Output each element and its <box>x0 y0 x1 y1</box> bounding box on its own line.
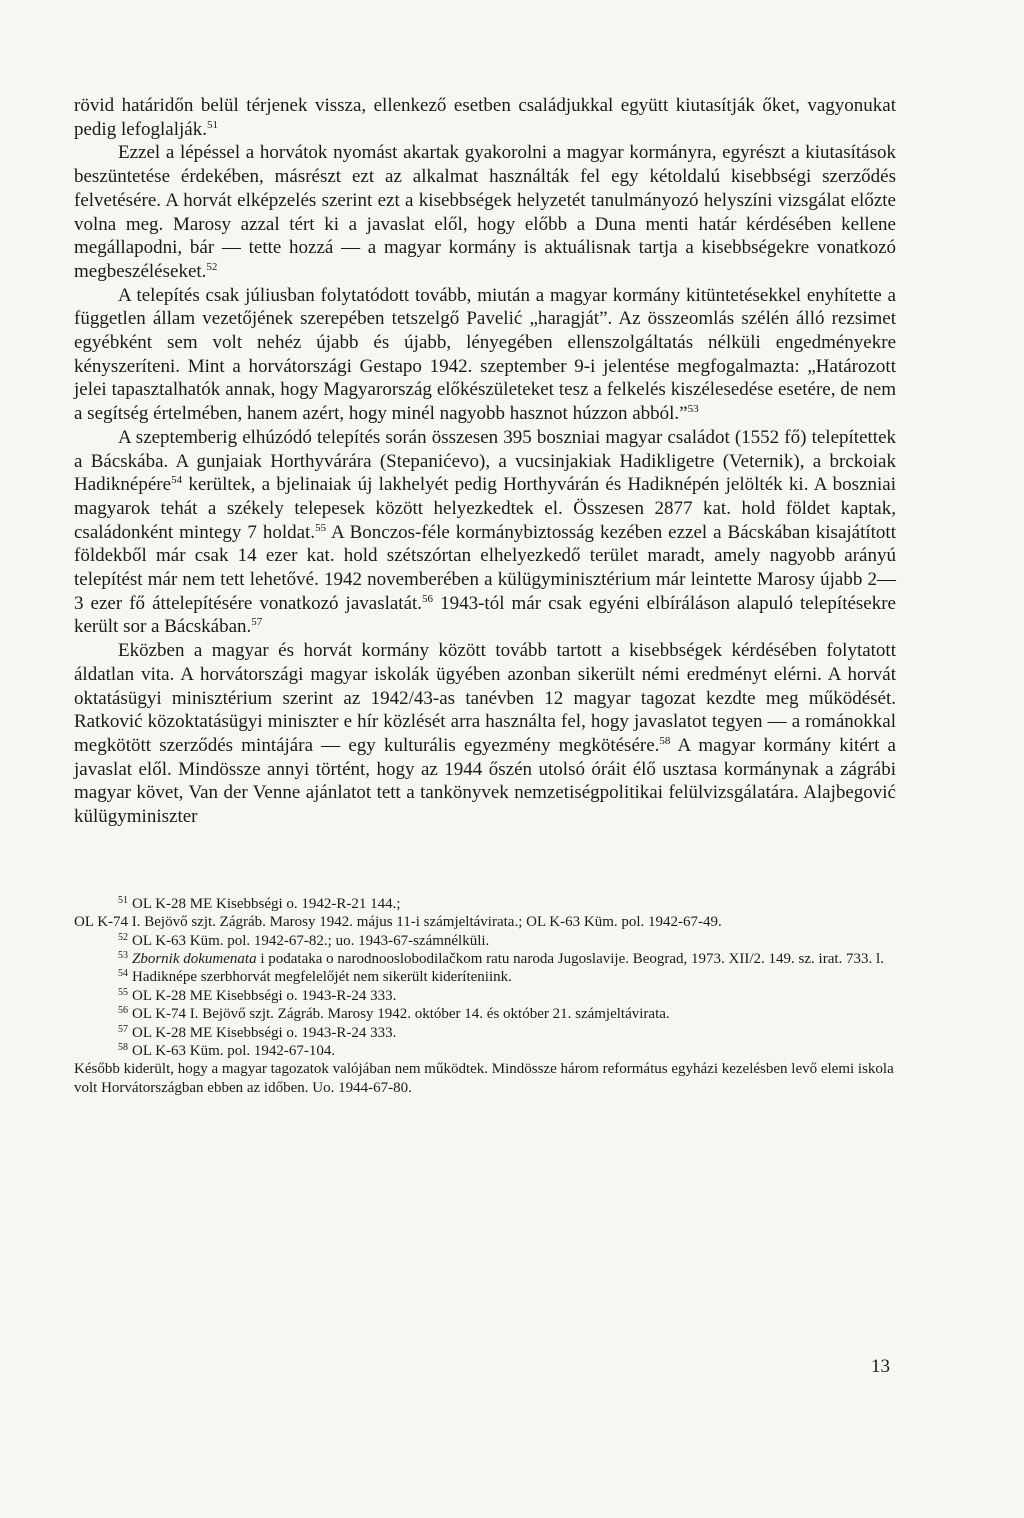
footnote-text: OL K-74 I. Bejövő szjt. Zágráb. Marosy 1942. október 14. és október 21. számjeltávirata. <box>132 1006 670 1023</box>
footnote-number: 52 <box>118 931 128 943</box>
footnote-number: 58 <box>118 1042 128 1054</box>
document-page <box>74 94 896 1097</box>
footnote-reference[interactable]: 55 <box>315 521 327 534</box>
footnote-number: 56 <box>118 1005 128 1017</box>
footnote-reference[interactable]: 56 <box>422 592 434 605</box>
paragraph-text: Ezzel a lépéssel a horvátok nyomást akartak gyakorolni a magyar kormányra, egyrészt a kiutasítások beszüntetése érdekében, másrészt ezt az alkalmat használták fel egy kétoldalú kisebbségi szerződés felvetésére. A horvát elképzelés szerint ezt a kisebbségek helyzetét tanulmányozó helyszíni vizsgálat előzte volna meg. Marosy azzal tért ki a javaslat elől, hogy előbb a Duna menti határ kérdésében kellene megállapodni, bár — tette hozzá — a magyar kormány is aktuálisnak tartja a kisebbségekre vonatkozó megbeszéléseket. <box>74 142 896 282</box>
footnote-reference[interactable]: 52 <box>206 260 218 273</box>
footnote-number: 57 <box>118 1023 128 1035</box>
paragraph-text: A szeptemberig elhúzódó telepítés során összesen 395 boszniai magyar családot (1552 fő) telepítettek a Bácskába. A gunjaiak Horthyvárára (Stepanićevo), a vucsinjakiak Hadikligetre (Veternik), a brckoiak Hadiknépére <box>74 426 896 496</box>
footnote-text: OL K-63 Küm. pol. 1942-67-104. <box>132 1043 336 1060</box>
footnote <box>74 932 896 950</box>
footnote-text: Később kiderült, hogy a magyar tagozatok valójában nem működtek. Mindössze három református egyházi kezelésben levő elemi iskola volt Horvátországban ebben az időben. Uo. 1944-67-80. <box>74 1061 894 1096</box>
body-text <box>74 94 896 829</box>
footnote-reference[interactable]: 57 <box>251 616 263 629</box>
footnote-number: 53 <box>118 950 128 962</box>
body-paragraph <box>74 426 896 639</box>
paragraph-text: 1943-tól már csak egyéni elbíráláson alapuló telepítésekre került sor a Bácskában. <box>74 592 896 638</box>
footnote <box>74 950 896 968</box>
footnote <box>74 987 896 1005</box>
footnote-number: 55 <box>118 986 128 998</box>
footnote-text: OL K-74 I. Bejövő szjt. Zágráb. Marosy 1942. május 11-i számjeltávirata.; OL K-63 Küm. pol. 1942-67-49. <box>74 914 722 931</box>
paragraph-text: rövid határidőn belül térjenek vissza, ellenkező esetben családjukkal együtt kiutasítják őket, vagyonukat pedig lefoglalják. <box>74 95 896 140</box>
footnote <box>74 1060 896 1097</box>
footnote-text: OL K-28 ME Kisebbségi o. 1943-R-24 333. <box>132 987 397 1004</box>
paragraph-text: A telepítés csak júliusban folytatódott tovább, miután a magyar kormány kitüntetésekkel enyhítette a független állam vezetőjének szerepében tetszelgő Pavelić „haragját”. Az összeomlás szélén álló rezsimet egyébként sem volt nehéz újabb és újabb, lényegében ellenszolgáltatás nélküli engedményekre kényszeríteni. Mint a horvátországi Gestapo 1942. szeptember 9-i jelentése megfogalmazta: „Határozott jelei tapasztalhatók annak, hogy Magyarország előkészületeket tesz a felkelés kiszélesedése esetére, de nem a segítség értelmében, hanem azért, hogy minél nagyobb hasznot húzzon abból.” <box>74 284 896 425</box>
paragraph-text: A magyar kormány kitért a javaslat elől. Mindössze annyi történt, hogy az 1944 őszén utolsó óráit élő usztasa kormánynak a zágrábi magyar követ, Van der Venne ajánlatot tett a tankönyvek nemzetiségpolitikai felülvizsgálatára. Alajbegović külügyminiszter <box>74 734 896 828</box>
footnote-reference[interactable]: 53 <box>687 403 699 416</box>
footnote-reference[interactable]: 51 <box>206 118 218 131</box>
footnote-text: i podataka o narodnooslobodilačkom ratu naroda Jugoslavije. Beograd, 1973. XII/2. 149. sz. irat. 733. l. <box>256 951 884 968</box>
body-paragraph <box>74 284 896 426</box>
footnote-number: 54 <box>118 968 128 980</box>
paragraph-text: Eközben a magyar és horvát kormány között tovább tartott a kisebbségek kérdésében folytatott áldatlan vita. A horvátországi magyar iskolák ügyében azonban sikerült némi eredményt elérni. A horvát oktatásügyi minisztérium szerint az 1942/43-as tanévben 12 magyar tagozat kezdte meg működését. Ratković közoktatásügyi miniszter e hír közlését arra használta fel, hogy javaslatot tegyen — a románokkal megkötött szerződés mintájára — egy kulturális egyezmény megkötésére. <box>74 640 896 756</box>
footnotes <box>74 895 896 1097</box>
footnote-reference[interactable]: 58 <box>659 734 671 747</box>
footnote-number: 51 <box>118 894 128 906</box>
footnote-title: Zbornik dokumenata <box>132 951 257 968</box>
footnote-text: Hadiknépe szerbhorvát megfelelőjét nem sikerült kideríteniink. <box>132 969 512 986</box>
footnote <box>74 968 896 986</box>
page-number: 13 <box>871 1356 890 1377</box>
footnote <box>74 1024 896 1042</box>
footnote <box>74 1042 896 1060</box>
footnote-text: OL K-28 ME Kisebbségi o. 1942-R-21 144.; <box>132 895 401 912</box>
paragraph-text: A Bonczos-féle kormánybiztosság kezében ezzel a Bácskában kisajátított földekből már csak 14 ezer kat. hold szétszórtan elhelyezkedő terület maradt, amely nagyobb arányú telepítést már nem tett lehetővé. 1942 novemberében a külügyminisztérium már leintette Marosy újabb 2—3 ezer fő áttelepítésére vonatkozó javaslatát. <box>74 521 896 614</box>
footnote <box>74 895 896 913</box>
footnote-text: OL K-28 ME Kisebbségi o. 1943-R-24 333. <box>132 1024 397 1041</box>
footnote-text: OL K-63 Küm. pol. 1942-67-82.; uo. 1943-67-számnélküli. <box>132 932 490 949</box>
body-paragraph <box>74 141 896 283</box>
footnote-reference[interactable]: 54 <box>171 474 183 487</box>
footnote <box>74 1005 896 1023</box>
body-paragraph <box>74 94 896 141</box>
footnote <box>74 913 896 931</box>
body-paragraph <box>74 639 896 829</box>
paragraph-text: kerültek, a bjelinaiak új lakhelyét pedig Horthyvárán és Hadiknépén jelölték ki. A boszniai magyarok tehát a székely telepesek között helyezkedtek el. Összesen 2877 kat. hold földet kaptak, családonként mintegy 7 holdat. <box>74 474 896 543</box>
